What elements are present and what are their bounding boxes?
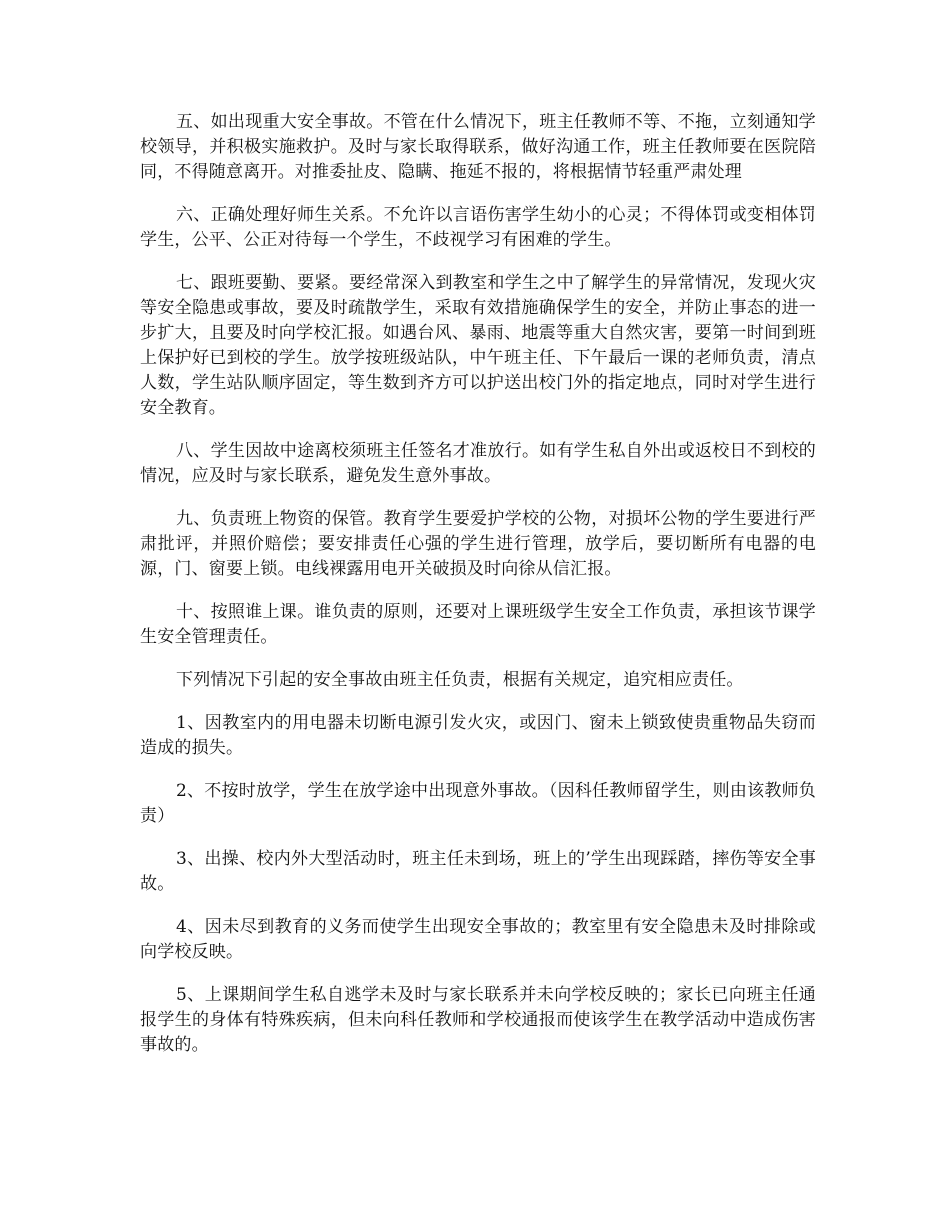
paragraph-9: 九、负责班上物资的保管。教育学生要爱护学校的公物，对损坏公物的学生要进行严肃批评，并照价赔偿；要安排责任心强的学生进行管理，放学后，要切断所有电器的电源，门、窗要上锁。电线裸露用电开关破损及时向徐从信汇报。 [140, 509, 816, 579]
paragraph-7: 七、跟班要勤、要紧。要经常深入到教室和学生之中了解学生的异常情况，发现火灾等安全隐患或事故，要及时疏散学生，采取有效措施确保学生的安全，并防止事态的进一步扩大，且要及时向学校汇报。如遇台风、暴雨、地震等重大自然灾害，要第一时间到班上保护好已到校的学生。放学按班级站队，中午班主任、下午最后一课的老师负责，清点人数，学生站队顺序固定，等生数到齐方可以护送出校门外的指定地点，同时对学生进行安全教育。 [140, 273, 816, 418]
paragraph-8: 八、学生因故中途离校须班主任签名才准放行。如有学生私自外出或返校日不到校的情况，应及时与家长联系，避免发生意外事故。 [140, 441, 816, 486]
responsibility-item-2: 2、不按时放学，学生在放学途中出现意外事故。（因科任教师留学生，则由该教师负责） [140, 781, 816, 826]
responsibility-item-4: 4、因未尽到教育的义务而使学生出现安全事故的；教室里有安全隐患未及时排除或向学校反映。 [140, 917, 816, 962]
responsibility-item-5: 5、上课期间学生私自逃学未及时与家长联系并未向学校反映的；家长已向班主任通报学生的身体有特殊疾病，但未向科任教师和学校通报而使该学生在教学活动中造成伤害事故的。 [140, 985, 816, 1055]
responsibility-item-1: 1、因教室内的用电器未切断电源引发火灾，或因门、窗未上锁致使贵重物品失窃而造成的损失。 [140, 713, 816, 758]
responsibility-intro: 下列情况下引起的安全事故由班主任负责，根据有关规定，追究相应责任。 [176, 670, 744, 690]
document-body [140, 110, 816, 1076]
paragraph-10: 十、按照谁上课。谁负责的原则，还要对上课班级学生安全工作负责，承担该节课学生安全管理责任。 [140, 602, 816, 647]
paragraph-6: 六、正确处理好师生关系。不允许以言语伤害学生幼小的心灵；不得体罚或变相体罚学生，公平、公正对待每一个学生，不歧视学习有困难的学生。 [140, 205, 816, 250]
paragraph-5: 五、如出现重大安全事故。不管在什么情况下，班主任教师不等、不拖，立刻通知学校领导，并积极实施救护。及时与家长取得联系，做好沟通工作，班主任教师要在医院陪同，不得随意离开。对推委扯皮、隐瞒、拖延不报的，将根据情节轻重严肃处理 [140, 112, 816, 182]
responsibility-item-3: 3、出操、校内外大型活动时，班主任未到场，班上的’学生出现踩踏，摔伤等安全事故。 [140, 849, 816, 894]
